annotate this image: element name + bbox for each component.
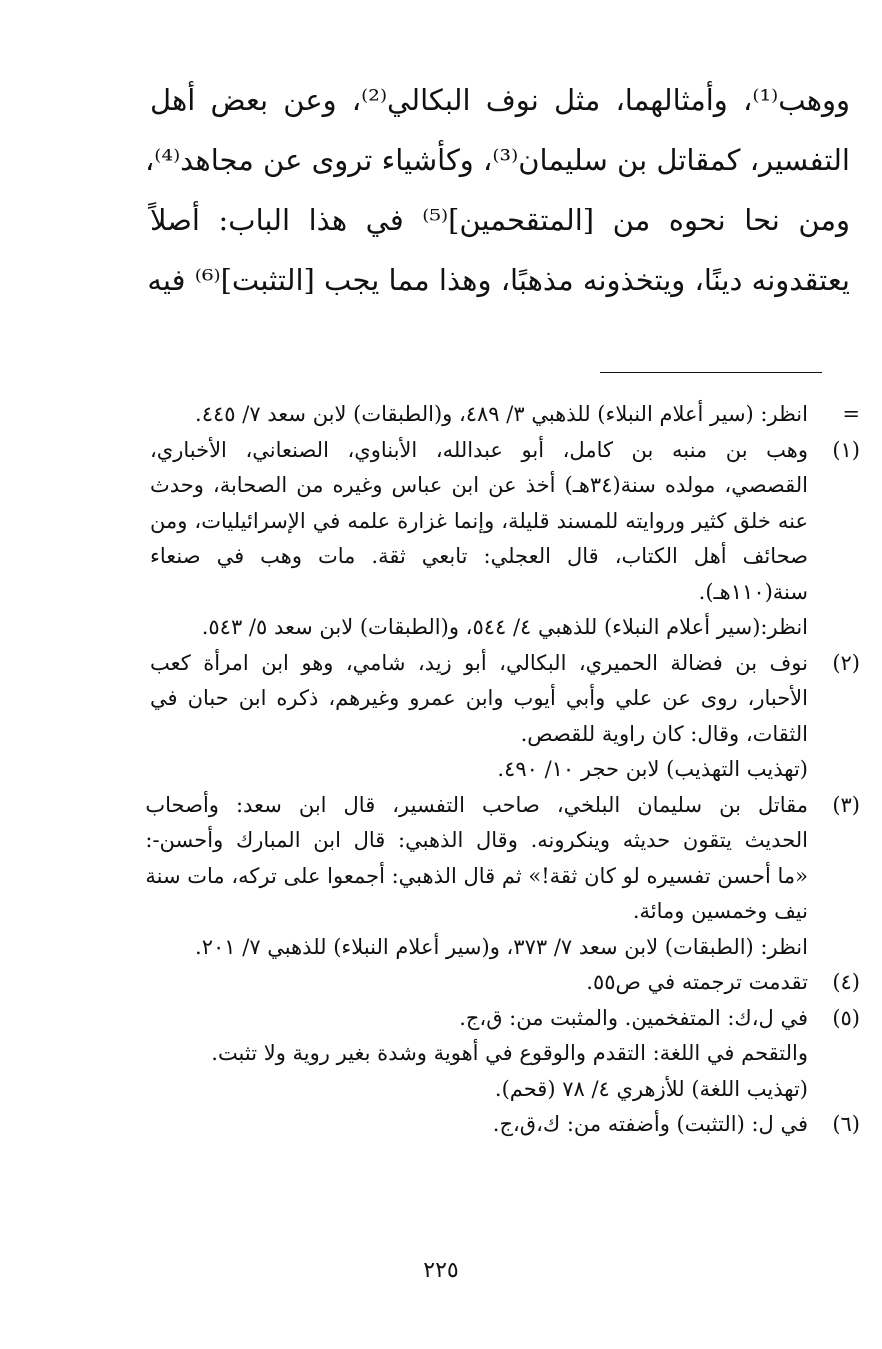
- footnote-line: نوف بن فضالة الحميري، البكالي، أبو زيد، شامي، وهو ابن امرأة كعب: [150, 650, 808, 675]
- footnote-body: [150, 1001, 808, 1108]
- footnote-marker: =: [842, 402, 860, 426]
- footnote-line: «ما أحسن تفسيره لو كان ثقة!» ثم قال الذهبي: أجمعوا على تركه، مات سنة: [145, 863, 808, 888]
- footnote-line: سنة(١١٠هـ).: [698, 579, 808, 604]
- footnote-line: انظر:(سير أعلام النبلاء) للذهبي ٤/ ٥٤٤، و(الطبقات) لابن سعد ٥/ ٥٤٣.: [201, 615, 808, 639]
- footnote-line: تقدمت ترجمته في ص٥٥.: [586, 970, 808, 994]
- footnote-body: [150, 965, 808, 1001]
- footnote-line: الأحبار، روى عن علي وأبي أيوب وابن عمرو وغيرهم، ذكره ابن حبان في: [150, 686, 808, 710]
- footnote-line: الحديث يتقون حديثه وينكرونه. وقال الذهبي: قال ابن المبارك وأحسن-:: [145, 828, 808, 852]
- footnote-marker: (٥): [832, 1005, 860, 1030]
- footnote-line: صحائف أهل الكتاب، قال العجلي: تابعي ثقة. مات وهب في صنعاء: [150, 544, 808, 568]
- footnote-line: مقاتل بن سليمان البلخي، صاحب التفسير، قال ابن سعد: وأصحاب: [145, 792, 808, 817]
- footnote-line: انظر: (الطبقات) لابن سعد ٧/ ٣٧٣، و(سير أعلام النبلاء) للذهبي ٧/ ٢٠١.: [195, 934, 808, 959]
- footnote-line: القصصي، مولده سنة(٣٤هـ) أخذ عن ابن عباس وغيره من الصحابة، وحدث: [150, 473, 808, 497]
- footnote-line: في ل،ك: المتفخمين. والمثبت من: ق،ج.: [459, 1005, 808, 1030]
- footnote-marker: (١): [832, 437, 860, 462]
- main-text-line: ووهب⁽¹⁾، وأمثالهما، مثل نوف البكالي⁽²⁾، وعن بعض أهل: [150, 83, 850, 117]
- footnote-marker: (٢): [832, 650, 860, 675]
- footnote-marker: (٣): [832, 792, 860, 817]
- footnote-4: [150, 965, 860, 1001]
- footnote-separator: [600, 372, 822, 373]
- footnote-5: [150, 1001, 860, 1108]
- footnote-marker: (٤): [832, 970, 860, 994]
- page-number: ٢٢٥: [423, 1258, 459, 1283]
- footnote-line: نيف وخمسين ومائة.: [632, 899, 808, 923]
- main-text: [144, 70, 850, 310]
- footnote-line: انظر: (سير أعلام النبلاء) للذهبي ٣/ ٤٨٩، و(الطبقات) لابن سعد ٧/ ٤٤٥.: [195, 402, 808, 426]
- footnote-6: [150, 1107, 860, 1143]
- footnotes: [145, 397, 860, 1143]
- footnote-body: [150, 433, 808, 646]
- footnote-body: [145, 788, 808, 966]
- footnote-2: [150, 646, 860, 788]
- footnote-continuation: [150, 397, 860, 433]
- footnote-body: [150, 397, 808, 433]
- footnote-line: في ل: (التثبت) وأضفته من: ك،ق،ج.: [492, 1112, 808, 1136]
- footnote-3: [145, 788, 860, 966]
- footnote-1: [150, 433, 860, 646]
- main-text-line: يعتقدونه دينًا، ويتخذونه مذهبًا، وهذا مما يجب [التثبت]⁽⁶⁾ فيه: [147, 263, 850, 297]
- main-text-line: ومن نحا نحوه من [المتقحمين]⁽⁵⁾ في هذا الباب: أصلاً: [150, 203, 850, 237]
- footnote-line: (تهذيب اللغة) للأزهري ٤/ ٧٨ (قحم).: [494, 1076, 808, 1101]
- footnote-body: [150, 646, 808, 788]
- footnote-body: [150, 1107, 808, 1143]
- footnote-marker: (٦): [832, 1112, 860, 1136]
- main-text-line: التفسير، كمقاتل بن سليمان⁽³⁾، وكأشياء تروى عن مجاهد⁽⁴⁾،: [144, 143, 850, 177]
- footnote-line: والتقحم في اللغة: التقدم والوقوع في أهوية وشدة بغير روية ولا تثبت.: [211, 1041, 808, 1065]
- footnote-line: وهب بن منبه بن كامل، أبو عبدالله، الأبناوي، الصنعاني، الأخباري،: [150, 437, 808, 462]
- footnote-line: (تهذيب التهذيب) لابن حجر ١٠/ ٤٩٠.: [497, 757, 808, 781]
- footnote-line: الثقات، وقال: كان راوية للقصص.: [520, 721, 808, 746]
- footnote-line: عنه خلق كثير وروايته للمسند قليلة، وإنما غزارة علمه في الإسرائيليات، ومن: [150, 508, 808, 533]
